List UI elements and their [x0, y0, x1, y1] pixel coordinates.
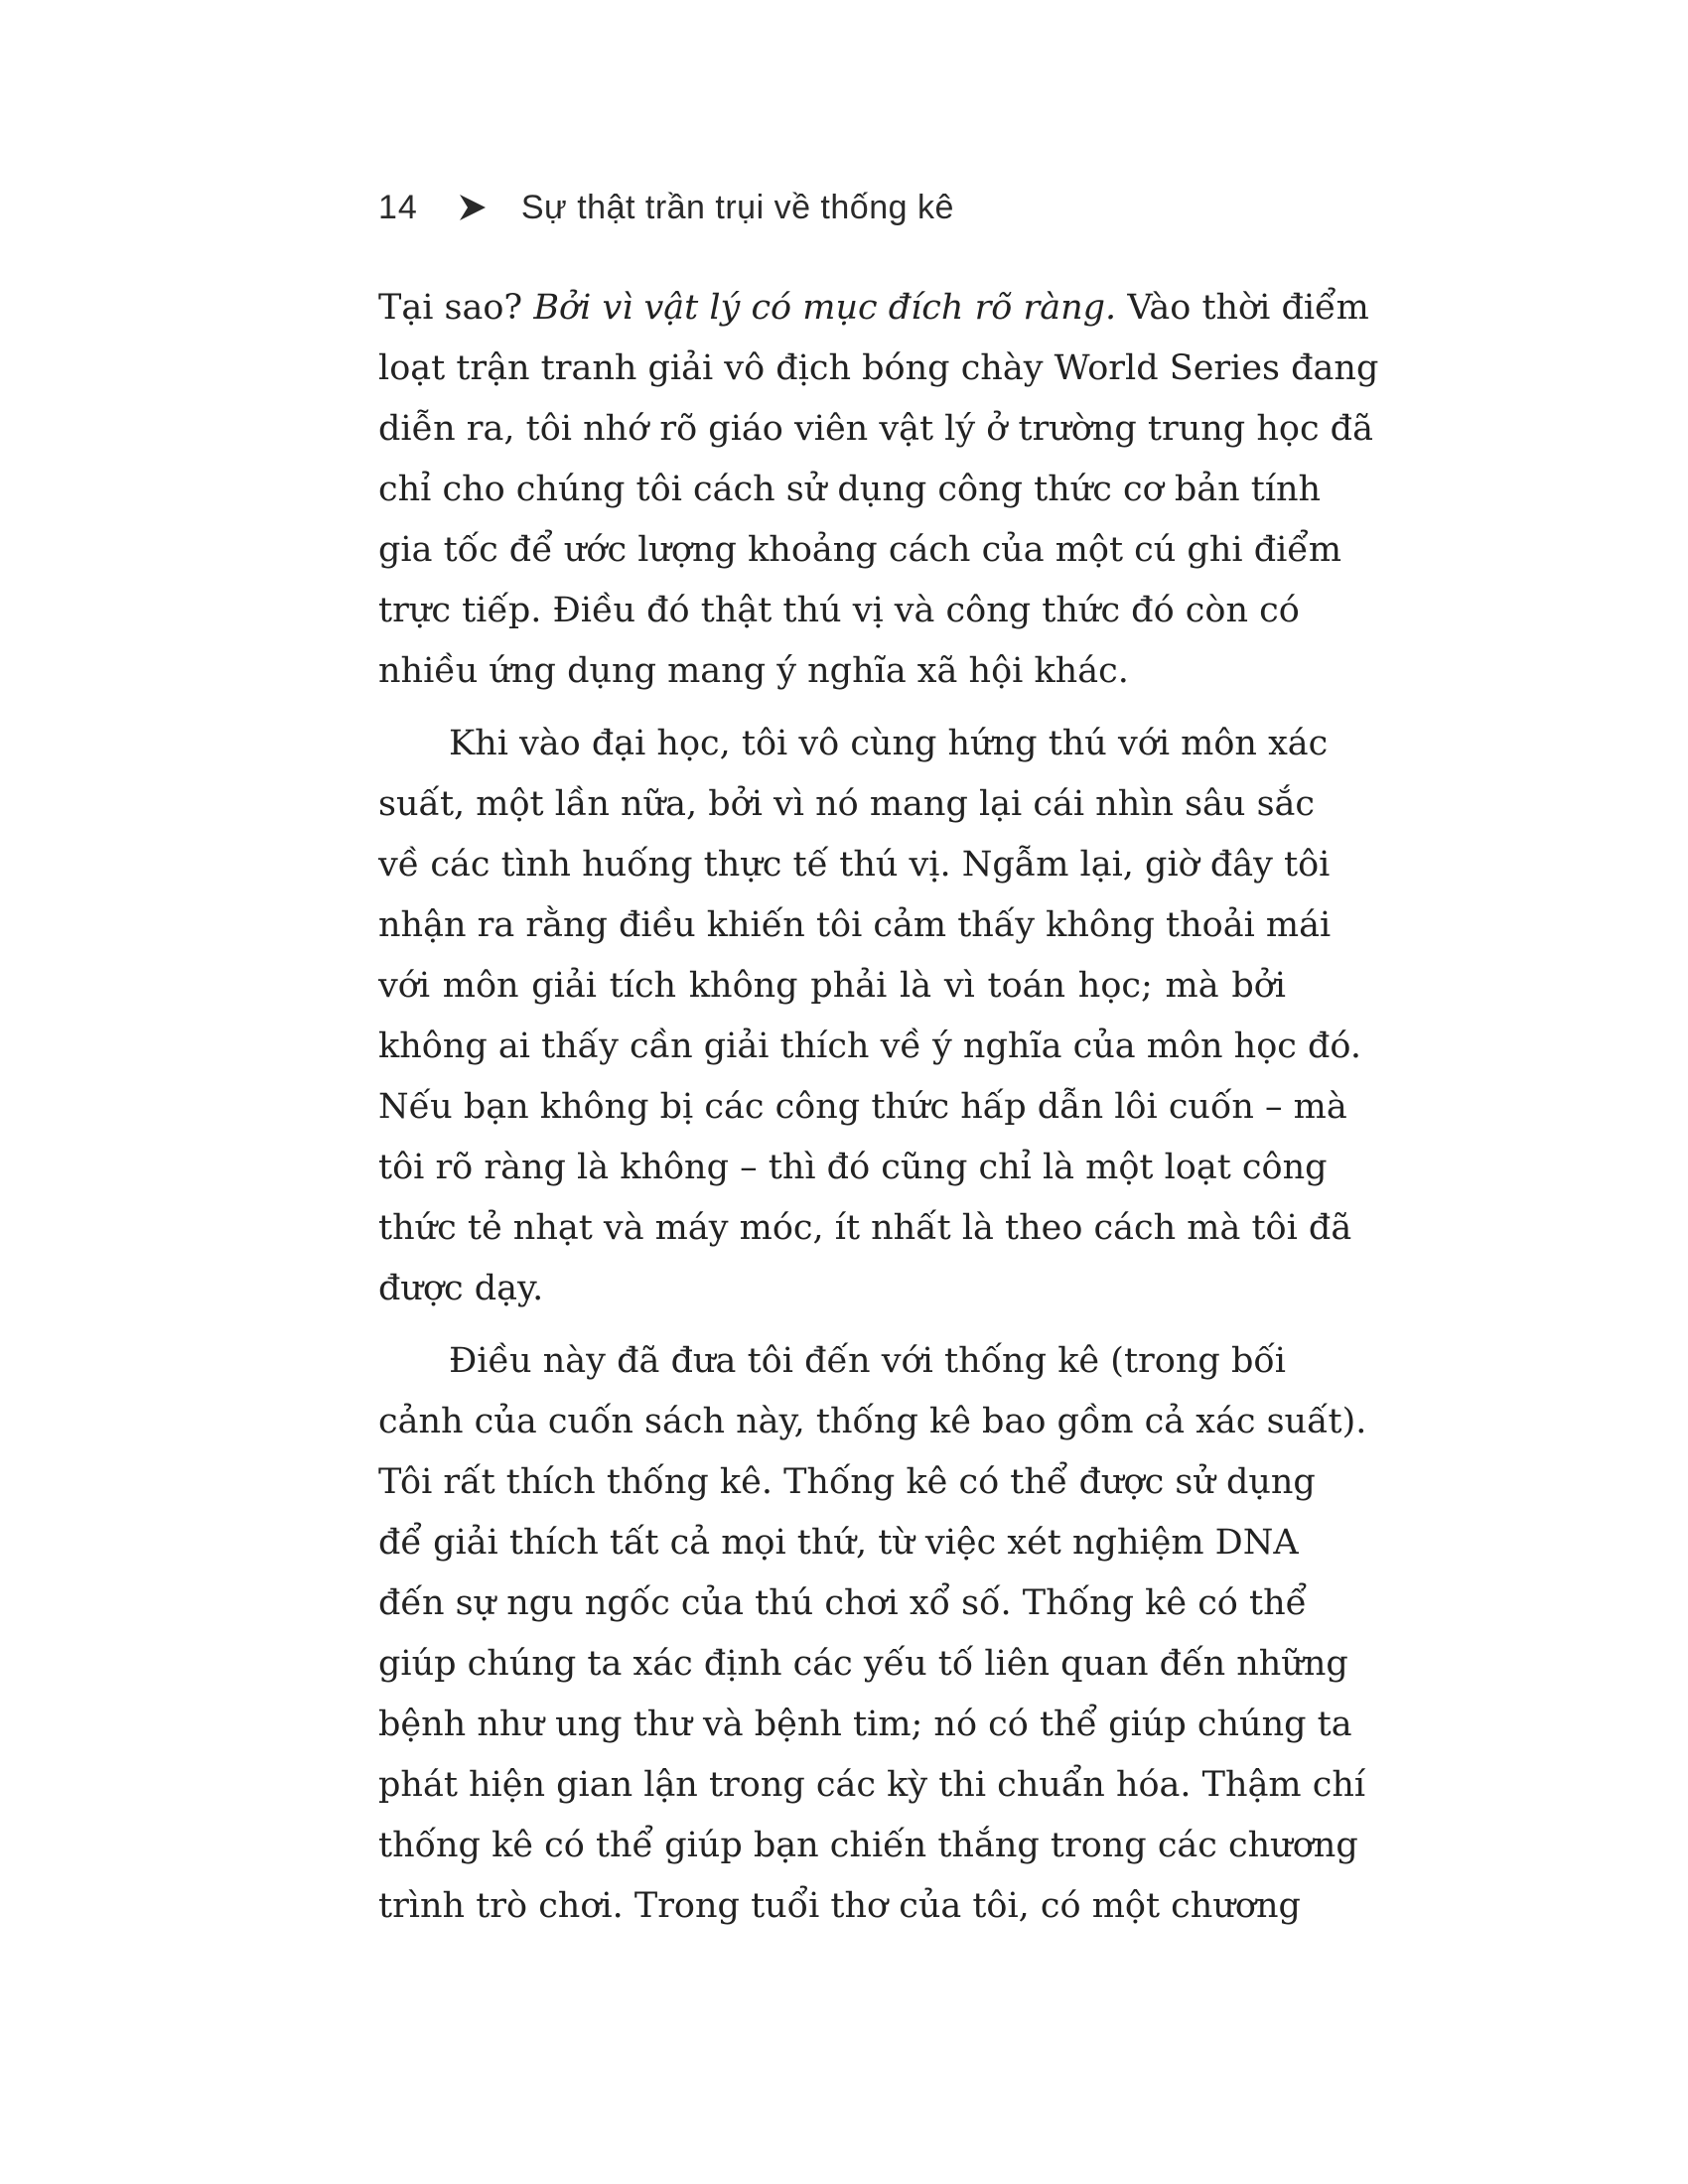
text-line: tôi rõ ràng là không – thì đó cũng chỉ là một loạt công	[378, 1148, 1328, 1187]
text-line: trực tiếp. Điều đó thật thú vị và công thức đó còn có	[378, 591, 1300, 630]
text-line: Nếu bạn không bị các công thức hấp dẫn lôi cuốn – mà	[378, 1087, 1347, 1127]
text-line: suất, một lần nữa, bởi vì nó mang lại cái nhìn sâu sắc	[378, 784, 1316, 824]
text-line: để giải thích tất cả mọi thứ, từ việc xét nghiệm DNA	[378, 1523, 1299, 1563]
text-line: trình trò chơi. Trong tuổi thơ của tôi, có một chương	[378, 1886, 1301, 1926]
text-line: đến sự ngu ngốc của thú chơi xổ số. Thống kê có thể	[378, 1583, 1308, 1623]
text-line: thức tẻ nhạt và máy móc, ít nhất là theo cách mà tôi đã	[378, 1208, 1352, 1248]
text-line: diễn ra, tôi nhớ rõ giáo viên vật lý ở trường trung học đã	[378, 409, 1373, 449]
text-run: Vào thời điểm	[1116, 288, 1369, 328]
paragraph-gap	[378, 1319, 1286, 1331]
paragraph	[378, 1331, 1367, 1937]
italic-phrase: Bởi vì vật lý có mục đích rõ ràng.	[533, 288, 1117, 328]
text-line: không ai thấy cần giải thích về ý nghĩa của môn học đó.	[378, 1026, 1361, 1066]
arrow-head-icon	[458, 193, 488, 222]
text-line: loạt trận tranh giải vô địch bóng chày World Series đang	[378, 348, 1379, 388]
text-line: nhận ra rằng điều khiến tôi cảm thấy không thoải mái	[378, 905, 1332, 945]
paragraph	[378, 714, 1361, 1319]
text-line: phát hiện gian lận trong các kỳ thi chuẩn hóa. Thậm chí	[378, 1765, 1366, 1805]
text-line: Tôi rất thích thống kê. Thống kê có thể được sử dụng	[378, 1462, 1316, 1502]
text-line: với môn giải tích không phải là vì toán học; mà bởi	[378, 966, 1286, 1006]
text-line: Điều này đã đưa tôi đến với thống kê (trong bối	[449, 1341, 1286, 1381]
text-line: thống kê có thể giúp bạn chiến thắng trong các chương	[378, 1826, 1358, 1865]
page-number: 14	[378, 188, 418, 226]
text-line: bệnh như ung thư và bệnh tim; nó có thể giúp chúng ta	[378, 1705, 1352, 1744]
text-line: giúp chúng ta xác định các yếu tố liên quan đến những	[378, 1644, 1348, 1684]
text-line: về các tình huống thực tế thú vị. Ngẫm lại, giờ đây tôi	[378, 845, 1331, 885]
paragraph	[378, 278, 1379, 702]
text-line: cảnh của cuốn sách này, thống kê bao gồm cả xác suất).	[378, 1402, 1367, 1441]
text-line: chỉ cho chúng tôi cách sử dụng công thức cơ bản tính	[378, 470, 1322, 509]
text-line: gia tốc để ước lượng khoảng cách của một cú ghi điểm	[378, 530, 1342, 570]
text-line: được dạy.	[378, 1269, 544, 1308]
text-line: Khi vào đại học, tôi vô cùng hứng thú với môn xác	[449, 724, 1329, 763]
text-run: Tại sao?	[378, 288, 534, 328]
text-line	[378, 278, 1369, 339]
text-line: nhiều ứng dụng mang ý nghĩa xã hội khác.	[378, 651, 1129, 691]
running-title: Sự thật trần trụi về thống kê	[520, 188, 954, 226]
running-header	[378, 181, 954, 234]
paragraph-gap	[378, 702, 1286, 714]
body-text	[378, 278, 1379, 1937]
